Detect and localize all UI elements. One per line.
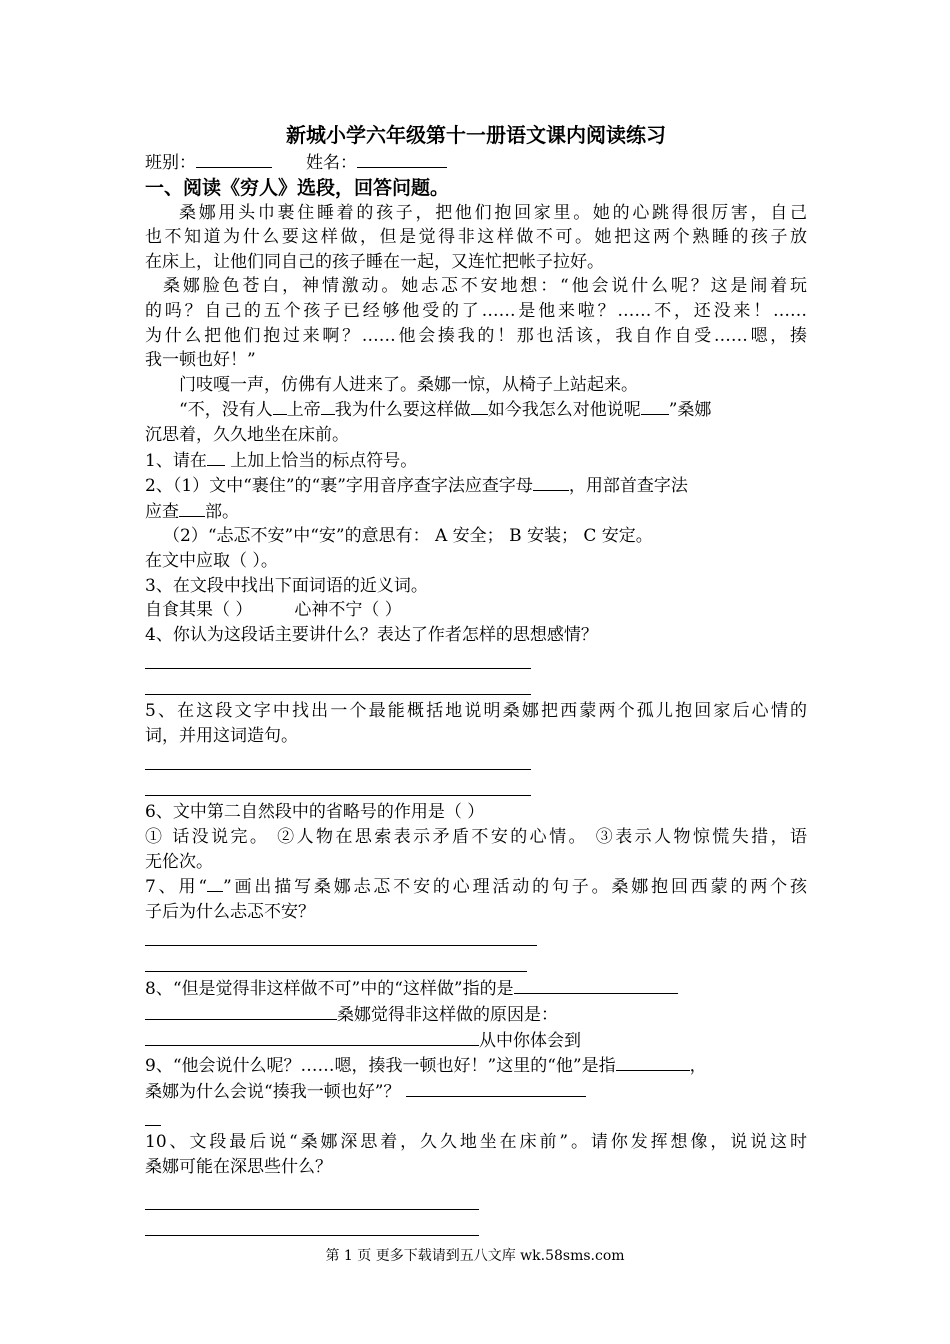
punctuation-blank-3[interactable]: [471, 397, 488, 415]
quote-line: “不，没有人 上帝 我为什么要这样做 如今我怎么对他说呢 ”桑娜: [145, 397, 807, 423]
class-blank[interactable]: [196, 150, 272, 168]
class-label: 班别：: [145, 153, 196, 173]
q2-letter-blank[interactable]: [533, 473, 569, 491]
question-8-cont2: 从中你体会到: [145, 1028, 807, 1054]
question-10-cont: 桑娜可能在深思些什么？: [145, 1157, 332, 1177]
passage-line: 门吱嘎一声，仿佛有人进来了。桑娜一惊，从椅子上站起来。: [179, 374, 638, 395]
question-1: 1、请在 上加上恰当的标点符号。: [145, 448, 807, 474]
page-title: 新城小学六年级第十一册语文课内阅读练习: [286, 123, 666, 147]
question-6-options-cont: 无伦次。: [145, 851, 213, 872]
question-6: 6、文中第二自然段中的省略号的作用是（ ）: [145, 802, 485, 823]
answer-line[interactable]: [145, 1214, 807, 1240]
question-7-cont: 子后为什么忐忑不安？: [145, 901, 315, 922]
quote-end-line: 沉思着，久久地坐在床前。: [145, 424, 349, 445]
passage-line: 我一顿也好！”: [145, 350, 256, 371]
question-9-cont: 桑娜为什么会说“揍我一顿也好”？: [145, 1079, 807, 1105]
question-8: 8、“但是觉得非这样做不可”中的“这样做”指的是: [145, 976, 807, 1002]
answer-line[interactable]: [145, 1104, 807, 1130]
question-5-cont: 词，并用这词造句。: [145, 725, 298, 746]
question-3: 3、在文段中找出下面词语的近义词。: [145, 575, 428, 596]
question-10: 10、文段最后说“桑娜深思着，久久地坐在床前”。请你发挥想像，说说这时: [145, 1132, 807, 1153]
question-3-items: 自食其果（ ） 心神不宁（ ）: [145, 600, 402, 621]
page-footer: 第 1 页 更多下载请到五八文库 wk.58sms.com: [325, 1248, 625, 1264]
passage-line: 桑娜用头巾裹住睡着的孩子，把他们抱回家里。她的心跳得很厉害，自己: [179, 202, 807, 223]
question-2-answer: 在文中应取（ ）。: [145, 550, 278, 571]
q8-blank-2[interactable]: [145, 1002, 337, 1020]
question-8-cont: 桑娜觉得非这样做的原因是：: [145, 1002, 807, 1028]
question-5: 5、在这段文字中找出一个最能概括地说明桑娜把西蒙两个孤儿抱回家后心情的: [145, 701, 807, 722]
q8-blank-1[interactable]: [514, 976, 678, 994]
punctuation-blank-2[interactable]: [321, 397, 335, 415]
passage-line: 也不知道为什么要这样做，但是觉得非这样做不可。她把这两个熟睡的孩子放: [145, 227, 807, 248]
answer-line[interactable]: [145, 647, 807, 673]
worksheet: [145, 122, 807, 1240]
q8-blank-3[interactable]: [145, 1028, 479, 1046]
answer-line[interactable]: [145, 748, 807, 774]
passage-line: 在床上，让他们同自己的孩子睡在一起，又连忙把帐子拉好。: [145, 251, 604, 272]
question-2-part1-cont: 应查 部。: [145, 499, 807, 525]
q9-blank-2[interactable]: [406, 1079, 586, 1097]
q9-blank-1[interactable]: [616, 1053, 690, 1071]
answer-line[interactable]: [145, 950, 807, 976]
question-6-options: ① 话没说完。 ②人物在思索表示矛盾不安的心情。 ③表示人物惊慌失措，语: [145, 827, 807, 848]
q2-radical-blank[interactable]: [179, 499, 205, 517]
student-info-line: [145, 150, 807, 176]
passage-line: 桑娜脸色苍白，神情激动。她忐忑不安地想：“他会说什么呢？这是闹着玩: [163, 276, 807, 297]
passage-line: 为什么把他们抱过来啊？……他会揍我的！那也活该，我自作自受……嗯，揍: [145, 325, 807, 346]
name-label: 姓名：: [306, 153, 357, 173]
punctuation-blank-4[interactable]: [641, 397, 669, 415]
punctuation-blank-1[interactable]: [273, 397, 287, 415]
passage-line: 的吗？自己的五个孩子已经够他受的了……是他来啦？……不，还没来！……: [145, 300, 807, 321]
question-9: 9、“他会说什么呢？……嗯，揍我一顿也好！”这里的“他”是指 ，: [145, 1053, 807, 1079]
answer-line[interactable]: [145, 924, 807, 950]
question-4: 4、你认为这段话主要讲什么？表达了作者怎样的思想感情？: [145, 624, 598, 645]
q1-sample-blank: [207, 448, 225, 466]
question-2-part1: 2、（1）文中“裹住”的“裹”字用音序查字法应查字母 ，用部首查字法: [145, 473, 807, 499]
name-blank[interactable]: [357, 150, 447, 168]
answer-line[interactable]: [145, 673, 807, 699]
question-7: 7、用“ ”画出描写桑娜忐忑不安的心理活动的句子。桑娜抱回西蒙的两个孩: [145, 874, 807, 900]
answer-line[interactable]: [145, 774, 807, 800]
question-2-part2: （2）“忐忑不安”中“安”的意思有： A 安全； B 安装； C 安定。: [163, 526, 653, 547]
section-heading: 一、阅读《穷人》选段，回答问题。: [145, 176, 450, 199]
answer-line[interactable]: [145, 1180, 807, 1214]
q7-underline-sample: [207, 874, 223, 892]
